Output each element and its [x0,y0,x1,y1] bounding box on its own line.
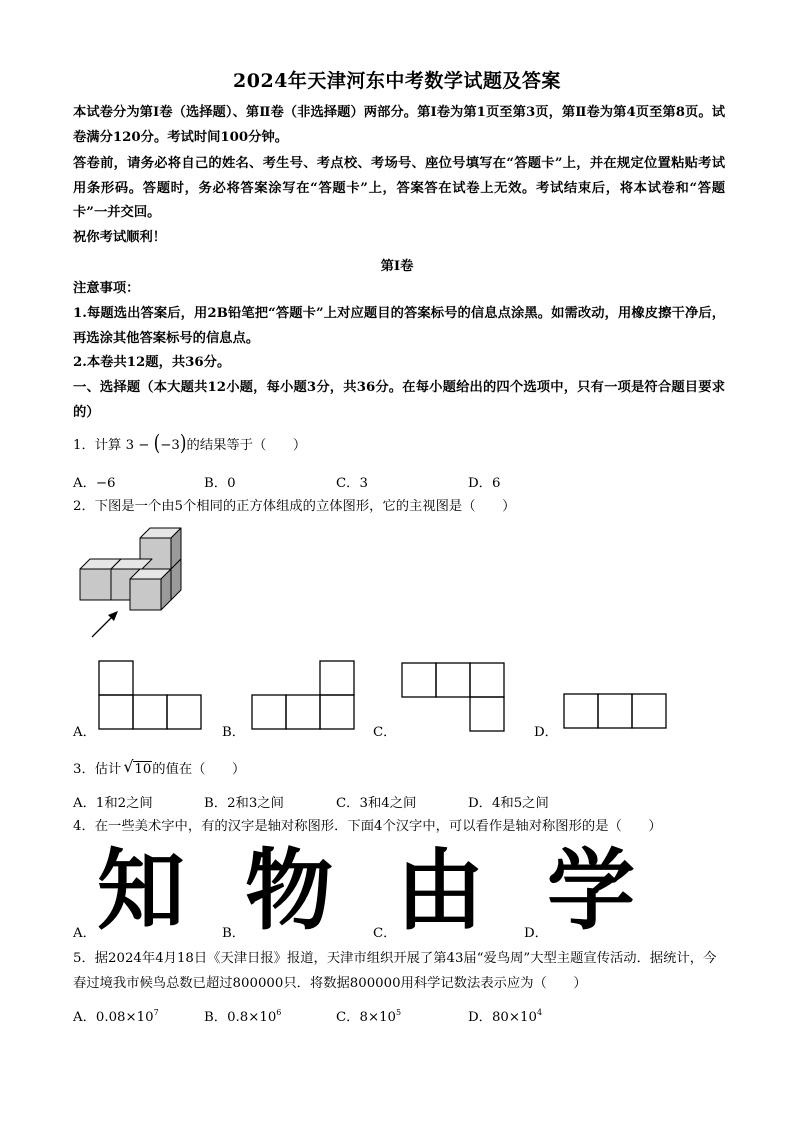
notes-item-2: 2.本卷共12题，共36分。 [73,355,231,370]
intro-paragraph-1: 本试卷分为第Ⅰ卷（选择题）、第Ⅱ卷（非选择题）两部分。第Ⅰ卷为第1页至第3页，第Ⅱ卷为第4页至第8页。试卷满分120分。考试时间100分钟。 [73,105,725,145]
question-2-option-c-figure [401,662,507,732]
question-2-option-b-label: B． [222,725,246,740]
question-1-option-c: C．3 [336,476,368,491]
question-1-suffix: 的结果等于（ ） [186,438,307,453]
question-1-prefix: 1．计算 3 − [73,438,154,453]
cube-figure [78,526,188,641]
question-4-option-d-char: 学 [547,839,636,942]
question-5-option-b: B．$0.8\times 10^6$ [204,1008,282,1025]
question-2-option-c-label: C． [373,725,397,740]
notes-heading: 注意事项： [73,281,140,296]
question-2-option-d-label: D． [534,725,558,740]
question-3 [73,757,725,780]
question-5: 5．据2024年4月18日《天津日报》报道，天津市组织开展了第43届“爱鸟周”大型主题宣传活动．据统计，今春过境我市候鸟总数已超过800000只．将数据800000用科学记数法表示应为（ ） [73,951,717,991]
question-3-prefix: 3．估计 [73,762,122,777]
question-1-option-d: D．6 [468,476,501,491]
question-4-option-c-label: C． [373,926,397,941]
question-2: 2．下图是一个由5个相同的正方体组成的立体图形，它的主视图是（ ） [73,499,516,514]
question-1: 1．计算 3 − (−3)的结果等于（ ） [73,431,307,457]
notes-item-1: 1.每题选出答案后，用2B铅笔把“答题卡”上对应题目的答案标号的信息点涂黑。如需改动，用橡皮擦干净后，再选涂其他答案标号的信息点。 [73,306,725,346]
part-one-heading: 一、选择题（本大题共12小题，每小题3分，共36分。在每小题给出的四个选项中，只有一项是符合题目要求的） [73,380,725,420]
question-4-option-b-label: B． [222,926,246,941]
intro-wish: 祝你考试顺利！ [73,230,167,245]
question-4-option-a-char: 知 [97,839,186,942]
question-2-option-b-figure [251,660,357,730]
question-5-option-a: A．$0.08\times 10^7$ [73,1008,159,1025]
question-5-option-c: C．$8\times 10^5$ [336,1008,402,1025]
question-2-option-a-figure [98,660,204,730]
question-3-option-d: D．4和5之间 [468,796,549,811]
question-2-option-a-label: A． [73,725,96,740]
question-3-option-a: A．1和2之间 [73,796,153,811]
question-4: 4．在一些美术字中，有的汉字是轴对称图形．下面4个汉字中，可以看作是轴对称图形的是（ ） [73,819,662,834]
section-title: 第Ⅰ卷 [380,259,414,274]
question-1-option-b: B．0 [204,476,236,491]
question-1-option-a: A．−6 [73,476,116,491]
question-4-option-c-char: 由 [396,839,485,942]
question-5-option-d: D．$80\times 10^4$ [468,1008,543,1025]
question-1-inner: −3 [160,438,180,453]
question-3-option-c: C．3和4之间 [336,796,417,811]
question-3-radicand: 10 [134,762,152,777]
question-4-option-a-label: A． [73,926,96,941]
question-4-option-d-label: D． [524,926,548,941]
question-3-suffix: 的值在（ ） [152,762,246,777]
question-4-option-b-char: 物 [245,839,334,942]
intro-paragraph-2: 答卷前，请务必将自己的姓名、考生号、考点校、考场号、座位号填写在“答题卡”上，并在规定位置粘贴考试用条形码。答题时，务必将答案涂写在“答题卡”上，答案答在试卷上无效。考试结束后，将本试卷和“答题卡”一并交回。 [73,156,725,220]
sqrt-symbol: √ 10 [123,757,152,777]
question-2-option-d-figure [563,693,669,731]
page-title: 2024年天津河东中考数学试题及答案 [233,70,561,92]
question-3-option-b: B．2和3之间 [204,796,284,811]
